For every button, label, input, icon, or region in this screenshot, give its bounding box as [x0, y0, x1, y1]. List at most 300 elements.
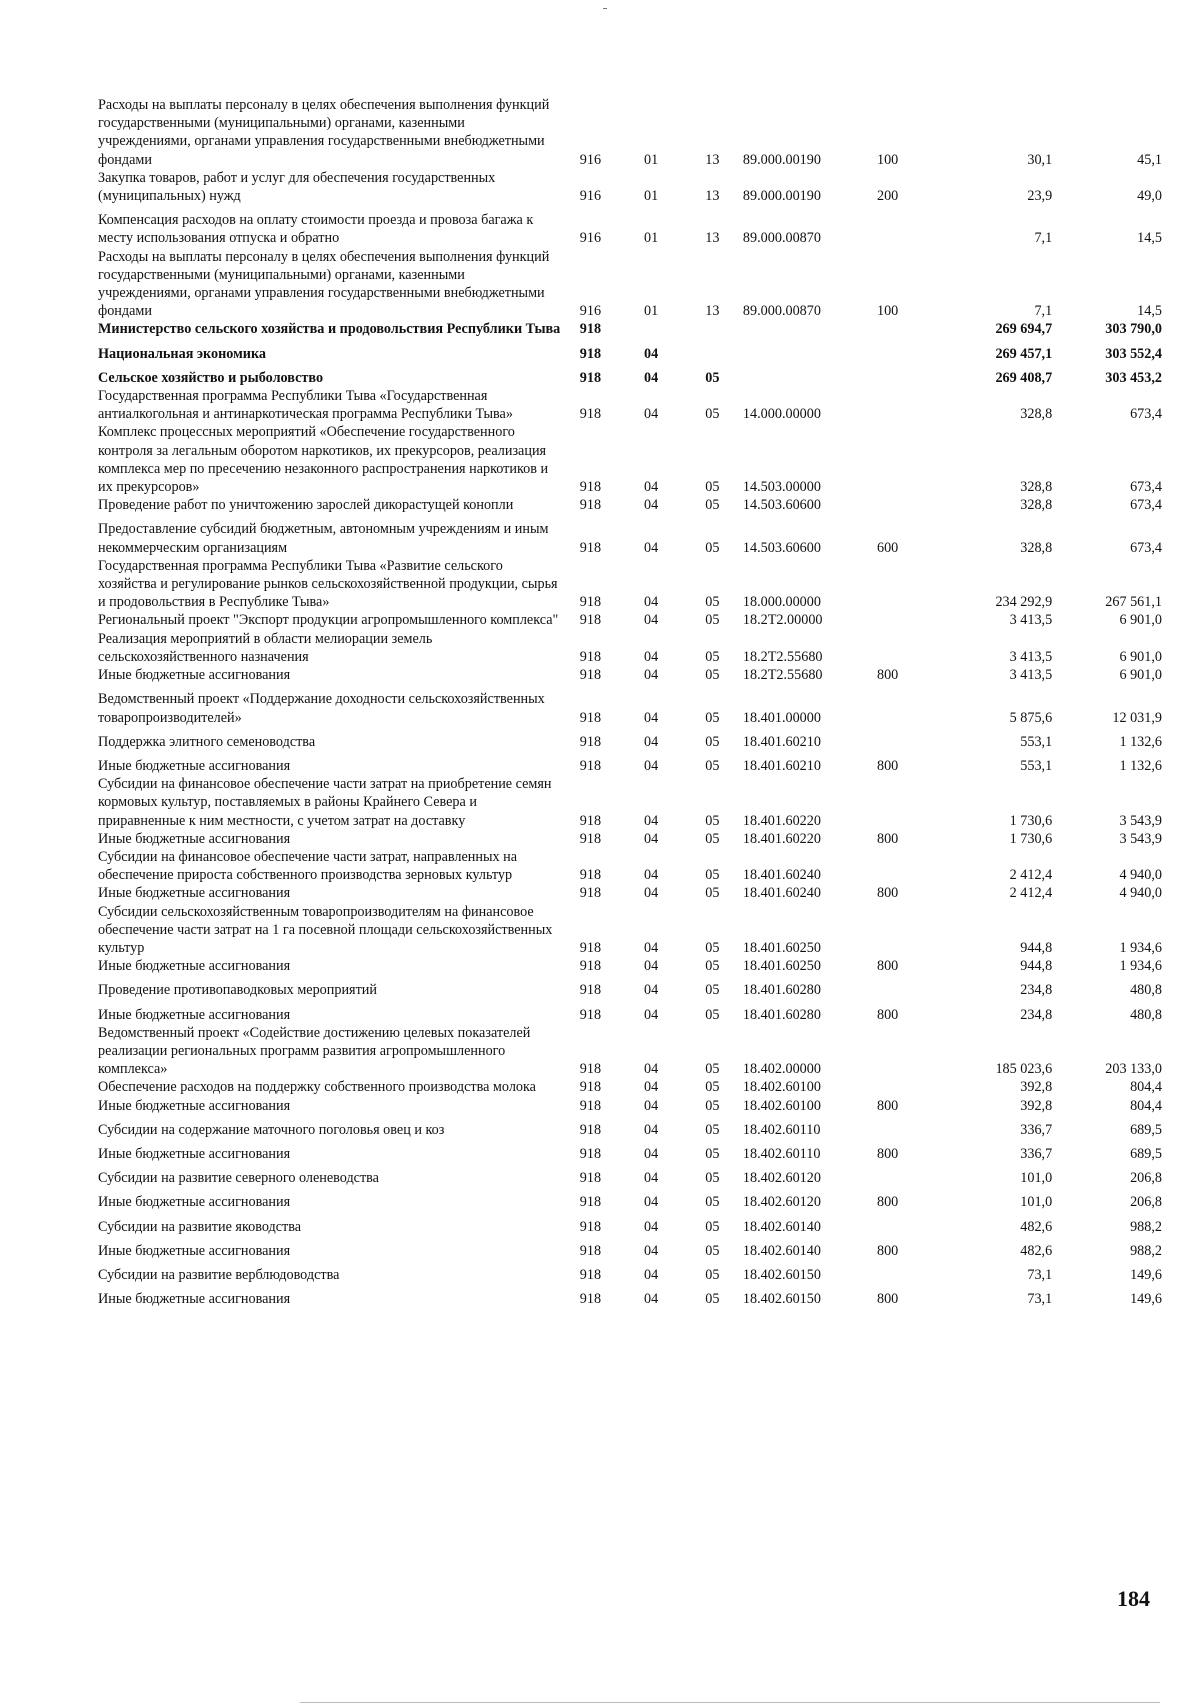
row-name: Иные бюджетные ассигнования [98, 1145, 291, 1162]
row-target-article: 18.402.60140 [742, 1242, 821, 1259]
row-expense-type: 800 [876, 1145, 899, 1162]
row-subsection-code: 05 [705, 812, 720, 829]
row-amount-year-1: 3 413,5 [1009, 667, 1053, 684]
row-section-code: 04 [644, 812, 659, 829]
row-target-article: 18.402.60110 [742, 1121, 821, 1138]
row-name: Иные бюджетные ассигнования [98, 830, 291, 847]
row-amount-year-2: 1 934,6 [1119, 958, 1162, 975]
row-amount-year-1: 101,0 [1020, 1194, 1053, 1211]
row-section-code: 04 [644, 1006, 659, 1023]
table-row [98, 884, 1162, 902]
row-amount-year-2: 673,4 [1130, 479, 1162, 496]
row-name: Предоставление субсидий бюджетным, автономным учреждениям и иным некоммерческим организациям [98, 521, 549, 556]
row-amount-year-1: 5 875,6 [1009, 709, 1053, 726]
row-subsection-code: 05 [705, 479, 720, 496]
row-amount-year-2: 14,5 [1137, 303, 1162, 320]
table-row [98, 205, 1162, 247]
row-target-article: 14.000.00000 [742, 406, 821, 423]
row-name: Иные бюджетные ассигнования [98, 885, 291, 902]
row-expense-type: 800 [876, 885, 899, 902]
row-section-code: 01 [644, 230, 659, 247]
row-target-article: 18.2Т2.00000 [742, 612, 823, 629]
table-row [98, 1260, 1162, 1284]
row-target-article: 89.000.00190 [742, 151, 821, 168]
row-amount-year-1: 482,6 [1020, 1242, 1053, 1259]
row-subsection-code: 13 [705, 303, 720, 320]
table-row [98, 1097, 1162, 1115]
row-grbs-code: 918 [579, 321, 602, 338]
row-amount-year-2: 673,4 [1130, 539, 1162, 556]
row-section-code [620, 320, 681, 338]
row-grbs-code: 918 [579, 1242, 602, 1259]
row-target-article: 18.402.60150 [742, 1291, 821, 1308]
row-subsection-code: 13 [705, 151, 720, 168]
row-amount-year-2: 480,8 [1130, 1006, 1162, 1023]
row-name: Министерство сельского хозяйства и продовольствия Республики Тыва [98, 321, 561, 338]
row-target-article: 89.000.00870 [742, 230, 821, 247]
table-row [98, 423, 1162, 496]
row-grbs-code: 918 [579, 648, 602, 665]
row-amount-year-1: 101,0 [1020, 1170, 1053, 1187]
row-subsection-code: 05 [705, 406, 720, 423]
table-row [98, 684, 1162, 726]
row-section-code: 04 [644, 958, 659, 975]
row-subsection-code: 05 [705, 939, 720, 956]
row-target-article: 18.402.60100 [742, 1097, 821, 1114]
row-expense-type: 800 [876, 1291, 899, 1308]
row-amount-year-1: 23,9 [1027, 188, 1053, 205]
row-amount-year-1: 328,8 [1020, 479, 1053, 496]
row-name: Субсидии на финансовое обеспечение части затрат на приобретение семян кормовых культур, поставляемых в районы Крайнего Севера и приравненные к ним местности, с учетом затрат на доставку [98, 776, 552, 829]
table-row [98, 666, 1162, 684]
table-row [98, 320, 1162, 338]
row-amount-year-1: 553,1 [1020, 733, 1053, 750]
table-row [98, 848, 1162, 884]
row-name: Региональный проект "Экспорт продукции агропромышленного комплекса" [98, 612, 559, 629]
row-expense-type: 800 [876, 1242, 899, 1259]
row-name: Поддержка элитного семеноводства [98, 733, 316, 750]
row-amount-year-2: 303 552,4 [1105, 345, 1162, 362]
table-row [98, 1212, 1162, 1236]
row-section-code: 04 [644, 1242, 659, 1259]
row-section-code: 04 [644, 667, 659, 684]
row-section-code: 04 [644, 1291, 659, 1308]
row-section-code: 04 [644, 1218, 659, 1235]
row-amount-year-2: 1 934,6 [1119, 939, 1162, 956]
row-amount-year-2: 14,5 [1137, 230, 1162, 247]
row-amount-year-1: 944,8 [1020, 958, 1053, 975]
row-subsection-code: 05 [705, 757, 720, 774]
row-amount-year-2: 3 543,9 [1119, 812, 1162, 829]
row-amount-year-1: 1 730,6 [1009, 812, 1053, 829]
row-subsection-code: 05 [705, 1218, 720, 1235]
row-grbs-code: 916 [579, 151, 602, 168]
row-expense-type [877, 1212, 938, 1236]
row-expense-type: 800 [876, 830, 899, 847]
row-section-code: 04 [644, 406, 659, 423]
row-target-article: 18.401.60280 [742, 982, 821, 999]
row-grbs-code: 918 [579, 406, 602, 423]
table-row [98, 903, 1162, 958]
row-grbs-code: 918 [579, 757, 602, 774]
table-row [98, 557, 1162, 612]
row-amount-year-1: 3 413,5 [1009, 648, 1053, 665]
row-section-code: 04 [644, 497, 659, 514]
row-section-code: 04 [644, 1097, 659, 1114]
row-amount-year-1: 234 292,9 [995, 594, 1053, 611]
row-grbs-code: 918 [579, 539, 602, 556]
row-name: Проведение работ по уничтожению зарослей дикорастущей конопли [98, 497, 514, 514]
row-section-code: 04 [644, 1061, 659, 1078]
row-name: Иные бюджетные ассигнования [98, 757, 291, 774]
row-target-article: 14.503.00000 [742, 479, 821, 496]
row-amount-year-2: 149,6 [1130, 1291, 1162, 1308]
table-row [98, 248, 1162, 321]
row-target-article: 18.401.00000 [742, 709, 821, 726]
row-amount-year-2: 480,8 [1130, 982, 1162, 999]
row-expense-type [877, 727, 938, 751]
table-row [98, 1236, 1162, 1260]
budget-table-body [98, 96, 1162, 1308]
row-target-article: 18.2Т2.55680 [742, 648, 823, 665]
table-row [98, 363, 1162, 387]
row-target-article: 18.402.60150 [742, 1266, 821, 1283]
row-name: Субсидии на финансовое обеспечение части затрат, направленных на обеспечение прироста собственного производства зерновых культур [98, 848, 517, 884]
row-grbs-code: 918 [579, 1061, 602, 1078]
table-row [98, 1000, 1162, 1024]
row-grbs-code: 918 [579, 1170, 602, 1187]
row-amount-year-2: 4 940,0 [1119, 885, 1162, 902]
row-name: Иные бюджетные ассигнования [98, 667, 291, 684]
row-expense-type [877, 339, 938, 363]
row-section-code: 04 [644, 1145, 659, 1162]
row-expense-type: 100 [876, 303, 899, 320]
row-expense-type [877, 1163, 938, 1187]
row-amount-year-2: 4 940,0 [1119, 867, 1162, 884]
row-expense-type: 800 [876, 757, 899, 774]
row-grbs-code: 918 [579, 345, 602, 362]
row-grbs-code: 918 [579, 709, 602, 726]
row-target-article: 89.000.00870 [742, 303, 821, 320]
row-grbs-code: 918 [579, 479, 602, 496]
row-expense-type [877, 205, 938, 247]
row-subsection-code: 05 [705, 648, 720, 665]
row-amount-year-2: 988,2 [1130, 1218, 1162, 1235]
row-name: Иные бюджетные ассигнования [98, 1097, 291, 1114]
row-target-article [743, 339, 877, 363]
row-amount-year-2: 804,4 [1130, 1079, 1162, 1096]
row-target-article: 18.401.60220 [742, 830, 821, 847]
row-name: Ведомственный проект «Содействие достижению целевых показателей реализации региональных программ развития агропромышленного комплекса» [98, 1024, 531, 1078]
row-subsection-code: 05 [705, 958, 720, 975]
row-amount-year-2: 6 901,0 [1119, 612, 1162, 629]
row-grbs-code: 918 [579, 1291, 602, 1308]
row-subsection-code: 05 [705, 1145, 720, 1162]
row-grbs-code: 918 [579, 1097, 602, 1114]
row-expense-type [877, 496, 938, 514]
row-name: Субсидии на содержание маточного поголовья овец и коз [98, 1121, 445, 1138]
table-row [98, 830, 1162, 848]
row-grbs-code: 916 [579, 188, 602, 205]
row-subsection-code [682, 320, 743, 338]
page-number: 184 [1117, 1586, 1150, 1611]
budget-table [98, 96, 1162, 1308]
row-subsection-code: 05 [705, 830, 720, 847]
table-row [98, 1187, 1162, 1211]
row-grbs-code: 918 [579, 812, 602, 829]
table-row [98, 1078, 1162, 1096]
row-grbs-code: 918 [579, 1145, 602, 1162]
row-name: Расходы на выплаты персоналу в целях обеспечения выполнения функций государственными (муниципальными) органами, казенными учреждениями, органами управления государственными внебюджетными фондами [98, 97, 550, 168]
row-subsection-code: 13 [705, 230, 720, 247]
row-name: Закупка товаров, работ и услуг для обеспечения государственных (муниципальных) нужд [98, 169, 496, 205]
row-subsection-code: 05 [705, 1097, 720, 1114]
row-subsection-code: 05 [705, 1266, 720, 1283]
row-expense-type [877, 903, 938, 958]
row-subsection-code: 05 [705, 1170, 720, 1187]
row-grbs-code: 916 [579, 230, 602, 247]
row-subsection-code: 05 [705, 612, 720, 629]
row-expense-type [877, 775, 938, 830]
row-amount-year-1: 336,7 [1020, 1145, 1053, 1162]
row-expense-type: 800 [876, 1097, 899, 1114]
row-name: Национальная экономика [98, 345, 267, 362]
row-amount-year-2: 206,8 [1130, 1194, 1162, 1211]
row-section-code: 04 [644, 1266, 659, 1283]
row-amount-year-2: 988,2 [1130, 1242, 1162, 1259]
row-section-code: 04 [644, 1079, 659, 1096]
row-target-article: 18.401.60220 [742, 812, 821, 829]
row-grbs-code: 918 [579, 939, 602, 956]
row-subsection-code: 05 [705, 1079, 720, 1096]
row-amount-year-1: 269 408,7 [995, 369, 1053, 386]
row-amount-year-2: 206,8 [1130, 1170, 1162, 1187]
row-subsection-code: 13 [705, 188, 720, 205]
row-expense-type [877, 387, 938, 423]
row-amount-year-2: 303 790,0 [1105, 321, 1162, 338]
table-row [98, 751, 1162, 775]
row-subsection-code: 05 [705, 1006, 720, 1023]
row-amount-year-1: 328,8 [1020, 539, 1053, 556]
row-grbs-code: 918 [579, 612, 602, 629]
row-target-article: 18.402.60120 [742, 1194, 821, 1211]
row-section-code: 04 [644, 709, 659, 726]
row-amount-year-2: 6 901,0 [1119, 648, 1162, 665]
row-subsection-code: 05 [705, 1121, 720, 1138]
row-section-code: 01 [644, 303, 659, 320]
row-amount-year-1: 482,6 [1020, 1218, 1053, 1235]
row-expense-type [877, 1024, 938, 1079]
row-amount-year-2: 49,0 [1137, 188, 1162, 205]
row-target-article: 18.402.00000 [742, 1061, 821, 1078]
row-section-code: 04 [644, 612, 659, 629]
row-name: Ведомственный проект «Поддержание доходности сельскохозяйственных товаропроизводителей» [98, 691, 545, 726]
row-name: Иные бюджетные ассигнования [98, 1194, 291, 1211]
row-grbs-code: 918 [579, 1006, 602, 1023]
row-subsection-code: 05 [705, 539, 720, 556]
row-amount-year-1: 336,7 [1020, 1121, 1053, 1138]
row-subsection-code: 05 [705, 1194, 720, 1211]
row-subsection-code: 05 [705, 1061, 720, 1078]
row-grbs-code: 918 [579, 867, 602, 884]
row-name: Расходы на выплаты персоналу в целях обеспечения выполнения функций государственными (муниципальными) органами, казенными учреждениями, органами управления государственными внебюджетными фондами [98, 248, 550, 320]
table-row [98, 1284, 1162, 1308]
row-subsection-code: 05 [705, 982, 720, 999]
row-section-code: 04 [644, 830, 659, 847]
row-grbs-code: 918 [579, 1218, 602, 1235]
table-row [98, 1163, 1162, 1187]
row-section-code: 04 [644, 479, 659, 496]
row-amount-year-1: 30,1 [1027, 151, 1053, 168]
row-grbs-code: 918 [579, 958, 602, 975]
row-expense-type [877, 363, 938, 387]
row-subsection-code: 05 [705, 594, 720, 611]
row-amount-year-2: 303 453,2 [1105, 369, 1162, 386]
row-expense-type [877, 320, 938, 338]
row-target-article: 18.401.60210 [742, 757, 821, 774]
row-target-article: 89.000.00190 [742, 188, 821, 205]
row-name: Иные бюджетные ассигнования [98, 1242, 291, 1259]
table-row [98, 727, 1162, 751]
row-name: Обеспечение расходов на поддержку собственного производства молока [98, 1079, 536, 1096]
row-grbs-code: 918 [579, 830, 602, 847]
table-row [98, 975, 1162, 999]
row-amount-year-1: 392,8 [1020, 1079, 1053, 1096]
row-section-code: 04 [644, 1194, 659, 1211]
row-name: Субсидии на развитие северного оленеводства [98, 1170, 379, 1187]
row-subsection-code: 05 [705, 709, 720, 726]
row-subsection-code: 05 [705, 1291, 720, 1308]
row-amount-year-1: 553,1 [1020, 757, 1053, 774]
row-amount-year-2: 1 132,6 [1119, 757, 1162, 774]
row-expense-type [877, 684, 938, 726]
row-amount-year-1: 392,8 [1020, 1097, 1053, 1114]
row-amount-year-1: 328,8 [1020, 497, 1053, 514]
row-amount-year-1: 3 413,5 [1009, 612, 1053, 629]
table-row [98, 96, 1162, 169]
row-section-code: 01 [644, 188, 659, 205]
table-row [98, 1115, 1162, 1139]
row-target-article: 18.401.60250 [742, 958, 821, 975]
row-expense-type [877, 611, 938, 629]
row-target-article: 18.401.60240 [742, 885, 821, 902]
row-target-article: 18.402.60120 [742, 1170, 821, 1187]
row-amount-year-1: 185 023,6 [995, 1061, 1053, 1078]
row-section-code: 01 [644, 151, 659, 168]
row-target-article: 18.401.60280 [742, 1006, 821, 1023]
row-subsection-code: 05 [705, 369, 720, 386]
row-expense-type [877, 557, 938, 612]
row-expense-type: 800 [876, 1194, 899, 1211]
row-amount-year-2: 203 133,0 [1105, 1061, 1162, 1078]
table-row [98, 775, 1162, 830]
row-expense-type: 100 [876, 151, 899, 168]
row-target-article: 18.000.00000 [742, 594, 821, 611]
row-amount-year-1: 7,1 [1034, 303, 1053, 320]
row-target-article: 18.2Т2.55680 [742, 667, 823, 684]
row-amount-year-1: 73,1 [1027, 1291, 1053, 1308]
row-name: Реализация мероприятий в области мелиорации земель сельскохозяйственного назначения [98, 630, 433, 665]
row-amount-year-1: 7,1 [1034, 230, 1053, 247]
row-expense-type [877, 423, 938, 496]
row-expense-type [877, 975, 938, 999]
row-amount-year-1: 1 730,6 [1009, 830, 1053, 847]
row-section-code: 04 [644, 733, 659, 750]
table-row [98, 339, 1162, 363]
table-row [98, 387, 1162, 423]
table-row [98, 1024, 1162, 1079]
row-target-article: 18.402.60100 [742, 1079, 821, 1096]
row-name: Субсидии на развитие верблюдоводства [98, 1266, 340, 1283]
row-expense-type: 800 [876, 1006, 899, 1023]
row-section-code: 04 [644, 867, 659, 884]
row-amount-year-2: 689,5 [1130, 1121, 1162, 1138]
row-grbs-code: 918 [579, 369, 602, 386]
row-grbs-code: 918 [579, 667, 602, 684]
row-target-article: 18.401.60210 [742, 733, 821, 750]
row-target-article: 18.401.60250 [742, 939, 821, 956]
row-name: Комплекс процессных мероприятий «Обеспечение государственного контроля за легальным оборотом наркотиков, их прекурсоров, реализация комплекса мер по пресечению незаконного распространения наркотиков и их прекурсоров» [98, 424, 549, 496]
row-subsection-code: 05 [705, 667, 720, 684]
row-section-code: 04 [644, 345, 659, 362]
row-target-article: 18.402.60140 [742, 1218, 821, 1235]
row-target-article [743, 320, 877, 338]
row-name: Сельское хозяйство и рыболовство [98, 369, 324, 386]
row-amount-year-2: 3 543,9 [1119, 830, 1162, 847]
row-expense-type: 800 [876, 958, 899, 975]
row-amount-year-2: 149,6 [1130, 1266, 1162, 1283]
row-subsection-code: 05 [705, 497, 720, 514]
row-grbs-code: 918 [579, 1079, 602, 1096]
row-amount-year-1: 328,8 [1020, 406, 1053, 423]
row-amount-year-1: 269 457,1 [995, 345, 1053, 362]
row-expense-type: 200 [876, 188, 899, 205]
row-amount-year-1: 234,8 [1020, 982, 1053, 999]
row-amount-year-1: 944,8 [1020, 939, 1053, 956]
row-name: Государственная программа Республики Тыва «Государственная антиалкогольная и антинаркотическая программа Республики Тыва» [98, 388, 513, 423]
row-name: Иные бюджетные ассигнования [98, 958, 291, 975]
row-grbs-code: 918 [579, 497, 602, 514]
row-grbs-code: 918 [579, 1194, 602, 1211]
row-subsection-code [682, 339, 743, 363]
row-section-code: 04 [644, 648, 659, 665]
row-amount-year-1: 73,1 [1027, 1266, 1053, 1283]
row-target-article [743, 363, 877, 387]
row-subsection-code: 05 [705, 867, 720, 884]
row-amount-year-2: 6 901,0 [1119, 667, 1162, 684]
table-row [98, 496, 1162, 514]
row-grbs-code: 918 [579, 1121, 602, 1138]
row-name: Субсидии на развитие яководства [98, 1218, 302, 1235]
row-amount-year-2: 804,4 [1130, 1097, 1162, 1114]
row-grbs-code: 918 [579, 1266, 602, 1283]
row-section-code: 04 [644, 594, 659, 611]
row-name: Государственная программа Республики Тыва «Развитие сельского хозяйства и регулирование рынков сельскохозяйственной продукции, сырья и продовольствия в Республике Тыва» [98, 557, 558, 611]
row-target-article: 18.402.60110 [742, 1145, 821, 1162]
scan-mark [603, 8, 607, 9]
row-grbs-code: 918 [579, 594, 602, 611]
row-grbs-code: 918 [579, 982, 602, 999]
row-amount-year-1: 269 694,7 [995, 321, 1053, 338]
row-amount-year-1: 2 412,4 [1009, 885, 1053, 902]
row-amount-year-2: 45,1 [1137, 151, 1162, 168]
row-section-code: 04 [644, 982, 659, 999]
table-row [98, 1139, 1162, 1163]
row-expense-type: 600 [876, 539, 899, 556]
row-grbs-code: 916 [579, 303, 602, 320]
row-section-code: 04 [644, 757, 659, 774]
row-section-code: 04 [644, 939, 659, 956]
